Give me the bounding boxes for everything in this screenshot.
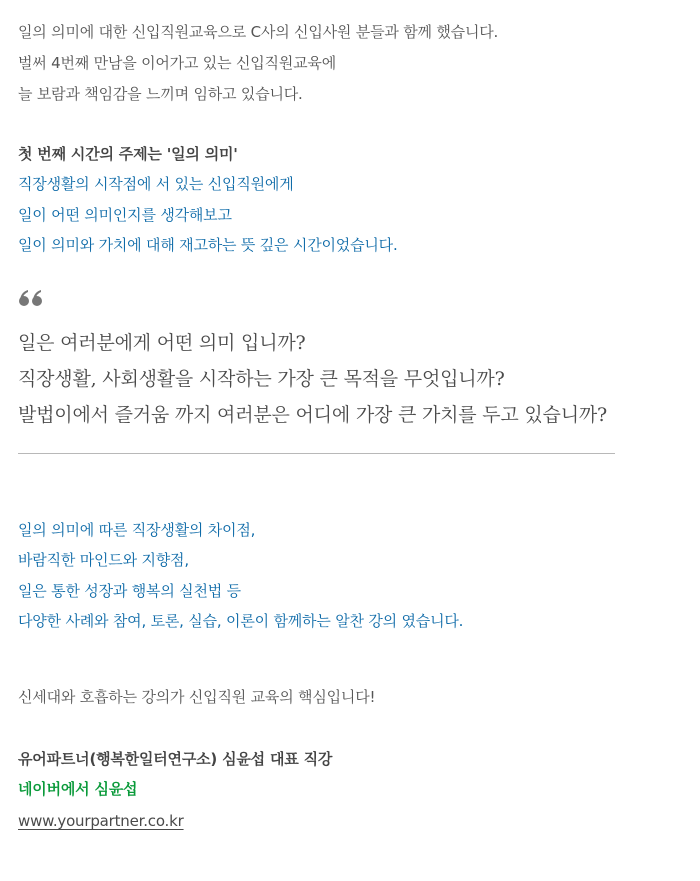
session-line-1: 직장생활의 시작점에 서 있는 신입직원에게 [18, 175, 294, 193]
quote-divider [18, 453, 615, 454]
intro-line-1: 일의 의미에 대한 신입직원교육으로 C사의 신입사원 분들과 함께 했습니다. [18, 23, 499, 41]
intro-line-3: 늘 보람과 책임감을 느끼며 임하고 있습니다. [18, 85, 303, 103]
closing-line: 신세대와 호흡하는 강의가 신입직원 교육의 핵심입니다! [18, 688, 376, 706]
naver-search-link[interactable]: 네이버에서 심윤섭 [18, 780, 138, 798]
details-line-3: 일은 통한 성장과 행복의 실천법 등 [18, 582, 241, 600]
details-line-4: 다양한 사례와 참여, 토론, 실습, 이론이 함께하는 알찬 강의 였습니다. [18, 612, 464, 630]
quote-line-3: 발법이에서 즐거움 까지 여러분은 어디에 가장 큰 가치를 두고 있습니까? [18, 404, 608, 426]
quote-icon [18, 288, 46, 308]
details-line-1: 일의 의미에 따른 직장생활의 차이점, [18, 521, 256, 539]
session-line-3: 일이 의미와 가치에 대해 재고하는 뜻 깊은 시간이었습니다. [18, 236, 398, 254]
author-line: 유어파트너(행복한일터연구소) 심윤섭 대표 직강 [18, 750, 333, 768]
quote-line-2: 직장생활, 사회생활을 시작하는 가장 큰 목적을 무엇입니까? [18, 368, 505, 390]
session-line-2: 일이 어떤 의미인지를 생각해보고 [18, 206, 232, 224]
quote-line-1: 일은 여러분에게 어떤 의미 입니까? [18, 332, 306, 354]
website-link[interactable]: www.yourpartner.co.kr [18, 812, 184, 830]
session-heading: 첫 번째 시간의 주제는 '일의 의미' [18, 145, 238, 163]
intro-line-2: 벌써 4번째 만남을 이어가고 있는 신입직원교육에 [18, 54, 336, 72]
details-line-2: 바람직한 마인드와 지향점, [18, 551, 189, 569]
